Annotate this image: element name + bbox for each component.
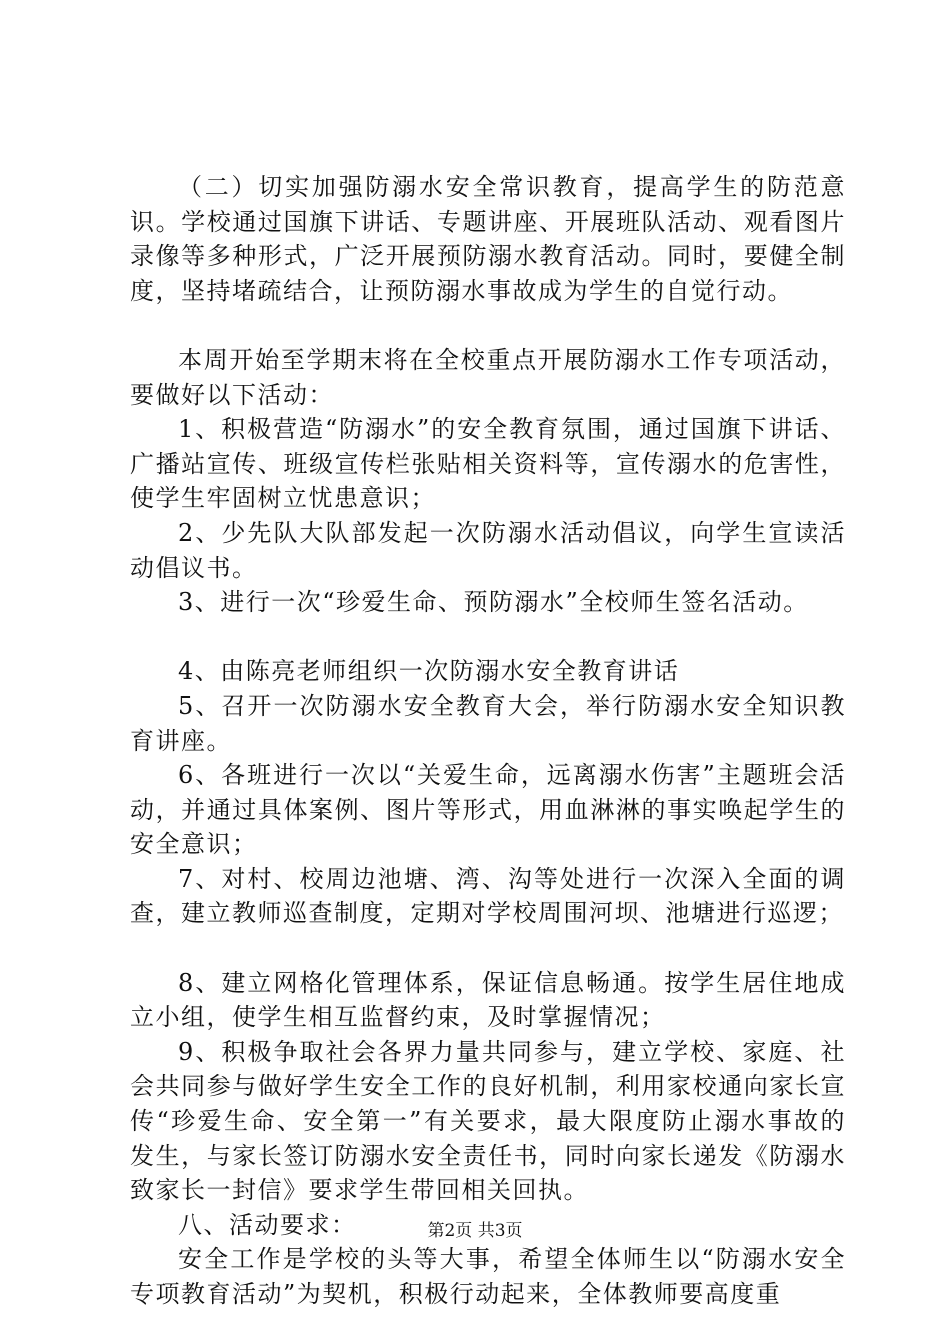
paragraph-item-6: 6、各班进行一次以“关爱生命，远离溺水伤害”主题班会活动，并通过具体案例、图片等形式，用血淋淋的事实唤起学生的安全意识；	[130, 761, 846, 859]
page-number-footer: 第2页 共3页	[427, 1221, 523, 1241]
paragraph-requirements: 安全工作是学校的头等大事，希望全体师生以“防溺水安全专项教育活动”为契机，积极行动起来，全体教师要高度重	[130, 1245, 846, 1308]
paragraph-item-4: 4、由陈亮老师组织一次防溺水安全教育讲话	[178, 657, 680, 686]
paragraph-activity-intro: 本周开始至学期末将在全校重点开展防溺水工作专项活动，要做好以下活动：	[130, 345, 846, 409]
blank-line	[130, 620, 846, 655]
paragraph-item-8: 8、建立网格化管理体系，保证信息畅通。按学生居住地成立小组，使学生相互监督约束，及时掌握情况；	[130, 968, 846, 1032]
paragraph-item-5: 5、召开一次防溺水安全教育大会，举行防溺水安全知识教育讲座。	[130, 691, 846, 755]
section-heading-requirements: 八、活动要求：	[178, 1210, 357, 1239]
document-body	[130, 170, 846, 1312]
paragraph-safety-education: （二）切实加强防溺水安全常识教育，提高学生的防范意识。学校通过国旗下讲话、专题讲座、开展班队活动、观看图片录像等多种形式，广泛开展预防溺水教育活动。同时，要健全制度，坚持堵疏结合，让预防溺水事故成为学生的自觉行动。	[130, 173, 846, 305]
blank-line	[130, 931, 846, 966]
paragraph-item-1: 1、积极营造“防溺水”的安全教育氛围，通过国旗下讲话、广播站宣传、班级宣传栏张贴相关资料等，宣传溺水的危害性，使学生牢固树立忧患意识；	[130, 415, 846, 513]
paragraph-item-7: 7、对村、校周边池塘、湾、沟等处进行一次深入全面的调查，建立教师巡查制度，定期对学校周围河坝、池塘进行巡逻；	[130, 864, 846, 928]
paragraph-item-9: 9、积极争取社会各界力量共同参与，建立学校、家庭、社会共同参与做好学生安全工作的良好机制，利用家校通向家长宣传“珍爱生命、安全第一”有关要求，最大限度防止溺水事故的发生，与家长签订防溺水安全责任书，同时向家长递发《防溺水致家长一封信》要求学生带回相关回执。	[130, 1037, 846, 1205]
paragraph-item-3: 3、进行一次“珍爱生命、预防溺水”全校师生签名活动。	[178, 588, 809, 617]
blank-line	[130, 308, 846, 343]
paragraph-item-2: 2、少先队大队部发起一次防溺水活动倡议，向学生宣读活动倡议书。	[130, 518, 846, 582]
